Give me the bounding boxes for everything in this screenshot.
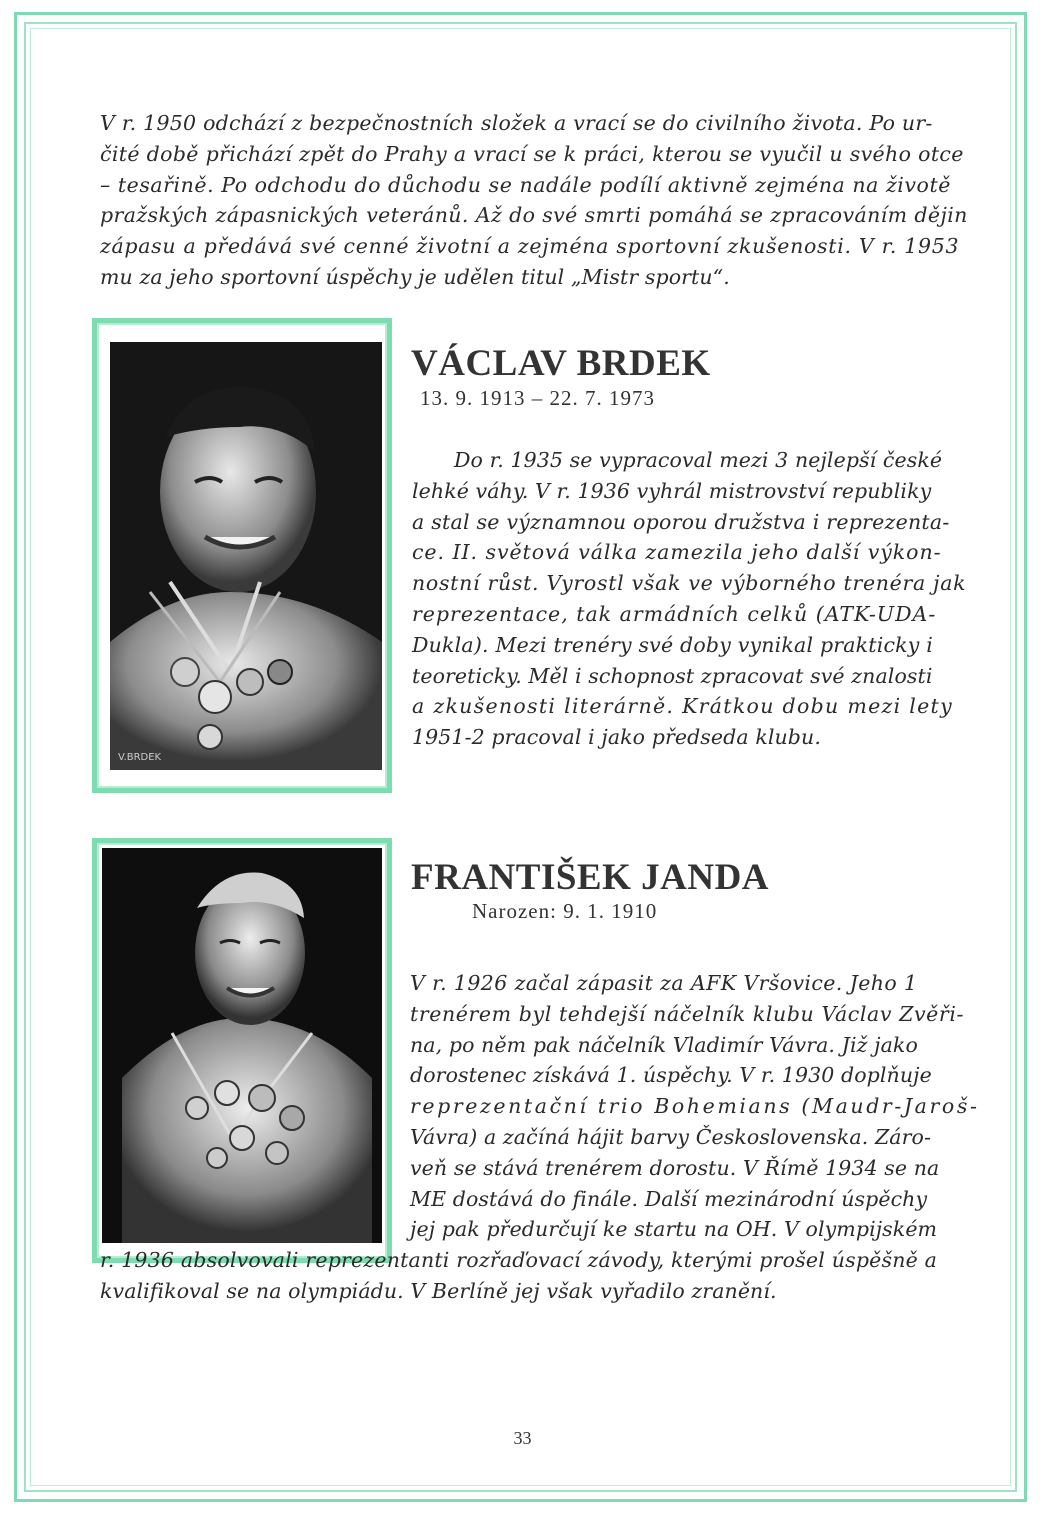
brdek-bio-line: Dukla). Mezi trenéry své doby vynikal prakticky i: [412, 632, 934, 657]
janda-bio-line: veň se stává trenérem dorostu. V Římě 1934 se na: [410, 1155, 940, 1180]
brdek-photo: [110, 342, 382, 770]
janda-bio-line: V r. 1926 začal zápasit za AFK Vršovice. Jeho 1: [410, 971, 918, 995]
brdek-bio-line: teoreticky. Měl i schopnost zpracovat své znalosti: [412, 663, 933, 688]
page-number: 33: [513, 1428, 532, 1448]
intro-paragraph: [100, 108, 968, 293]
brdek-bio-line: lehké váhy. V r. 1936 vyhrál mistrovství republiky: [412, 478, 932, 503]
intro-line: V r. 1950 odchází z bezpečnostních složek a vrací se do civilního života. Po ur-: [100, 111, 933, 135]
brdek-bio-line: a stal se významnou oporou družstva i reprezenta-: [412, 509, 950, 534]
intro-line: mu za jeho sportovní úspěchy je udělen titul „Mistr sportu“.: [100, 264, 730, 289]
janda-name-heading: FRANTIŠEK JANDA: [411, 857, 770, 898]
janda-biography: [410, 968, 980, 1245]
brdek-bio-line: 1951-2 pracoval i jako předseda klubu.: [412, 725, 821, 750]
brdek-bio-line: reprezentace, tak armádních celků (ATK-UDA-: [412, 601, 937, 626]
janda-bio-line: dorostenec získává 1. úspěchy. V r. 1930 doplňuje: [410, 1063, 932, 1088]
janda-bio-tail-line: r. 1936 absolvovali reprezentanti rozřaďovací závody, kterými prošel úspěšně a: [100, 1248, 938, 1272]
janda-bio-line: reprezentační trio Bohemians (Maudr-Jaroš-: [410, 1094, 980, 1119]
janda-bio-line: na, po něm pak náčelník Vladimír Vávra. Již jako: [410, 1032, 918, 1057]
intro-line: čité době přichází zpět do Prahy a vrací se k práci, kterou se vyučil u svého otce: [100, 141, 964, 166]
janda-biography-continued: [100, 1245, 960, 1307]
janda-photo: [102, 848, 382, 1243]
janda-bio-tail-line: kvalifikoval se na olympiádu. V Berlíně jej však vyřadilo zranění.: [100, 1278, 777, 1303]
brdek-life-dates: 13. 9. 1913 – 22. 7. 1973: [420, 386, 655, 410]
brdek-biography: [412, 445, 967, 753]
janda-birth-date: Narozen: 9. 1. 1910: [472, 899, 658, 923]
janda-bio-line: Vávra) a začíná hájit barvy Československa. Záro-: [410, 1124, 931, 1149]
intro-line: pražských zápasnických veteránů. Až do své smrti pomáhá se zpracováním dějin: [100, 203, 968, 228]
intro-line: – tesařině. Po odchodu do důchodu se nadále podílí aktivně zejména na životě: [100, 172, 951, 197]
brdek-portrait-image: [110, 342, 382, 770]
brdek-bio-line: nostní růst. Vyrostl však ve výborného trenéra jak: [412, 571, 967, 596]
janda-portrait-image: [102, 848, 382, 1243]
janda-bio-line: jej pak předurčují ke startu na OH. V olympijském: [410, 1217, 938, 1242]
brdek-photo-caption: V.BRDEK: [118, 752, 162, 763]
brdek-name-heading: VÁCLAV BRDEK: [411, 343, 711, 384]
janda-bio-line: ME dostává do finále. Další mezinárodní úspěchy: [410, 1186, 928, 1211]
brdek-bio-line: a zkušenosti literárně. Krátkou dobu mezi lety: [412, 694, 953, 719]
brdek-bio-line: Do r. 1935 se vypracoval mezi 3 nejlepší české: [454, 448, 943, 472]
janda-bio-line: trenérem byl tehdejší náčelník klubu Václav Zvěři-: [410, 1001, 965, 1026]
brdek-bio-line: ce. II. světová válka zamezila jeho další výkon-: [412, 540, 942, 565]
intro-line: zápasu a předává své cenné životní a zejména sportovní zkušenosti. V r. 1953: [100, 234, 960, 259]
